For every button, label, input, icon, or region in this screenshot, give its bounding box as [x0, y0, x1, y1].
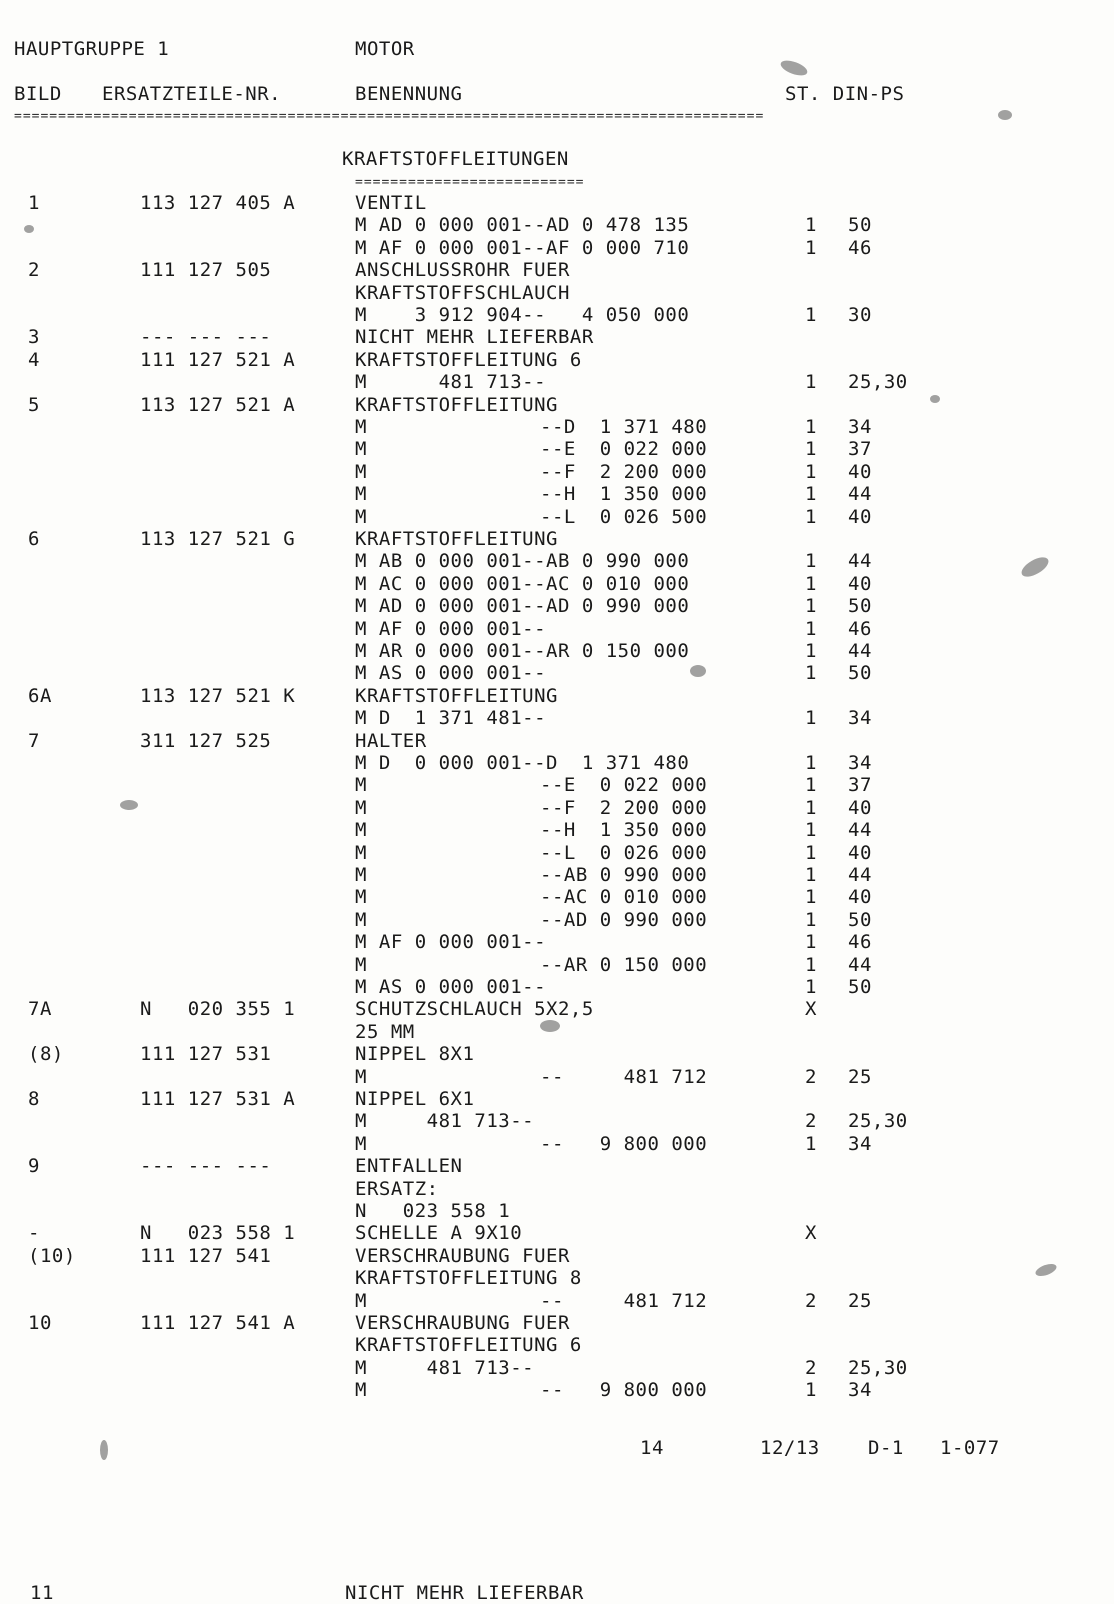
table-row — [0, 1066, 1114, 1088]
table-row — [0, 976, 1114, 998]
quantity-cell: 1 — [805, 819, 817, 842]
name-cell: N 023 558 1 — [355, 1200, 511, 1222]
bild-cell: - — [28, 1222, 40, 1245]
table-row — [0, 1334, 1114, 1356]
din-ps-cell: 40 — [848, 796, 872, 819]
part-number-cell: 113 127 405 A — [140, 192, 296, 214]
table-row — [0, 1245, 1114, 1267]
bild-cell: 4 — [28, 348, 40, 371]
bild-cell: 1 — [28, 192, 40, 214]
din-ps-cell: 46 — [848, 617, 872, 640]
bild-cell: 2 — [28, 259, 40, 282]
bild-cell: 9 — [28, 1155, 40, 1178]
quantity-cell: 2 — [805, 1065, 817, 1088]
din-ps-cell: 25,30 — [848, 371, 908, 394]
name-cell: M — [355, 483, 367, 506]
quantity-cell: 1 — [805, 505, 817, 528]
scan-speck — [998, 110, 1012, 120]
bild-cell: (8) — [28, 1043, 64, 1066]
quantity-cell: 1 — [805, 752, 817, 774]
name-cell: M — [355, 1289, 367, 1312]
table-row — [0, 998, 1114, 1020]
name-cell: VERSCHRAUBUNG FUER — [355, 1244, 570, 1267]
range-cell: --E 0 022 000 — [540, 774, 708, 797]
name-cell: M — [355, 1379, 367, 1402]
quantity-cell: 1 — [805, 841, 817, 864]
part-number-cell: N 023 558 1 — [140, 1222, 296, 1245]
din-ps-cell: 44 — [848, 550, 872, 573]
table-row — [0, 237, 1114, 259]
scan-speck — [120, 800, 138, 810]
name-cell: M — [355, 819, 367, 842]
quantity-cell: 2 — [805, 1289, 817, 1312]
din-ps-cell: 40 — [848, 886, 872, 909]
name-cell: M AS 0 000 001-- — [355, 976, 547, 998]
din-ps-cell: 50 — [848, 595, 872, 618]
part-number-cell: 113 127 521 K — [140, 684, 296, 707]
range-cell: -- 481 712 — [540, 1065, 708, 1088]
table-row — [0, 864, 1114, 886]
table-row — [0, 192, 1114, 214]
quantity-cell: 1 — [805, 617, 817, 640]
name-cell: M AR 0 000 001--AR 0 150 000 — [355, 640, 690, 662]
name-cell: M — [355, 774, 367, 797]
range-cell: --L 0 026 500 — [540, 505, 708, 528]
table-row — [0, 797, 1114, 819]
bild-cell: 6A — [28, 684, 52, 707]
name-cell: ANSCHLUSSROHR FUER — [355, 259, 570, 282]
din-ps-cell: 44 — [848, 483, 872, 506]
part-number-cell: 111 127 541 — [140, 1244, 272, 1267]
next-page-bild: 11 — [30, 1582, 54, 1604]
quantity-cell: 1 — [805, 371, 817, 394]
part-number-cell: --- --- --- — [140, 1155, 272, 1178]
din-ps-cell: 25 — [848, 1065, 872, 1088]
range-cell: --E 0 022 000 — [540, 438, 708, 461]
name-cell: M — [355, 864, 367, 886]
quantity-cell: 1 — [805, 774, 817, 797]
quantity-cell: 1 — [805, 304, 817, 326]
table-row — [0, 1088, 1114, 1110]
table-row — [0, 550, 1114, 572]
din-ps-cell: 25 — [848, 1289, 872, 1312]
scan-speck — [930, 395, 940, 403]
table-row — [0, 349, 1114, 371]
name-cell: NIPPEL 8X1 — [355, 1043, 475, 1066]
scan-speck — [100, 1440, 108, 1460]
part-number-cell: 111 127 521 A — [140, 348, 296, 371]
footer-code-2: 1-077 — [940, 1437, 1000, 1459]
din-ps-cell: 46 — [848, 236, 872, 259]
range-cell: -- 9 800 000 — [540, 1132, 708, 1155]
din-ps-cell: 40 — [848, 841, 872, 864]
quantity-cell: 1 — [805, 572, 817, 595]
name-cell: KRAFTSTOFFLEITUNG — [355, 393, 558, 416]
scan-speck — [690, 665, 706, 677]
quantity-cell: 1 — [805, 976, 817, 998]
name-cell: M AS 0 000 001-- — [355, 662, 547, 685]
table-row — [0, 1290, 1114, 1312]
table-row — [0, 819, 1114, 841]
quantity-cell: 1 — [805, 796, 817, 819]
quantity-cell: 1 — [805, 908, 817, 931]
quantity-cell: 2 — [805, 1110, 817, 1133]
part-number-cell: --- --- --- — [140, 326, 272, 349]
part-number-cell: 111 127 531 A — [140, 1088, 296, 1110]
table-row — [0, 528, 1114, 550]
table-row — [0, 1379, 1114, 1401]
din-ps-cell: 34 — [848, 752, 872, 774]
table-row — [0, 304, 1114, 326]
range-cell: --L 0 026 000 — [540, 841, 708, 864]
table-row — [0, 461, 1114, 483]
column-header-st-din: ST. DIN-PS — [785, 83, 905, 105]
bild-cell: 7A — [28, 998, 52, 1021]
group-name: MOTOR — [355, 38, 415, 60]
table-row — [0, 1043, 1114, 1065]
name-cell: M — [355, 505, 367, 528]
table-row — [0, 886, 1114, 908]
quantity-cell: 1 — [805, 1132, 817, 1155]
name-cell: SCHUTZSCHLAUCH 5X2,5 — [355, 998, 594, 1021]
din-ps-cell: 44 — [848, 640, 872, 662]
quantity-cell: 1 — [805, 640, 817, 662]
table-row — [0, 214, 1114, 236]
quantity-cell: 1 — [805, 864, 817, 886]
table-row — [0, 416, 1114, 438]
din-ps-cell: 50 — [848, 976, 872, 998]
table-row — [0, 1200, 1114, 1222]
name-cell: KRAFTSTOFFLEITUNG — [355, 684, 558, 707]
group-label: HAUPTGRUPPE 1 — [14, 38, 170, 60]
range-cell: --AB 0 990 000 — [540, 864, 708, 886]
table-row — [0, 1312, 1114, 1334]
din-ps-cell: 37 — [848, 774, 872, 797]
column-header-bild: BILD — [14, 83, 62, 105]
bild-cell: (10) — [28, 1244, 76, 1267]
quantity-cell: 1 — [805, 483, 817, 506]
footer-code-1: D-1 — [868, 1437, 904, 1459]
table-row — [0, 595, 1114, 617]
din-ps-cell: 44 — [848, 953, 872, 976]
name-cell: 25 MM — [355, 1020, 415, 1043]
name-cell: M AD 0 000 001--AD 0 990 000 — [355, 595, 690, 618]
name-cell: VERSCHRAUBUNG FUER — [355, 1312, 570, 1334]
part-number-cell: 311 127 525 — [140, 729, 272, 752]
section-title: KRAFTSTOFFLEITUNGEN — [342, 148, 569, 170]
name-cell: M — [355, 953, 367, 976]
range-cell: -- 9 800 000 — [540, 1379, 708, 1402]
din-ps-cell: 40 — [848, 505, 872, 528]
name-cell: KRAFTSTOFFLEITUNG 6 — [355, 1334, 582, 1357]
table-row — [0, 1155, 1114, 1177]
range-cell: -- 481 712 — [540, 1289, 708, 1312]
table-row — [0, 842, 1114, 864]
name-cell: M 481 713-- — [355, 371, 547, 394]
table-row — [0, 394, 1114, 416]
din-ps-cell: 40 — [848, 460, 872, 483]
name-cell: HALTER — [355, 729, 427, 752]
name-cell: ERSATZ: — [355, 1177, 439, 1200]
name-cell: KRAFTSTOFFLEITUNG 8 — [355, 1267, 582, 1290]
table-row — [0, 954, 1114, 976]
footer-page-number: 14 — [640, 1437, 664, 1459]
range-cell: --AR 0 150 000 — [540, 953, 708, 976]
table-row — [0, 1110, 1114, 1132]
part-number-cell: 111 127 505 — [140, 259, 272, 282]
table-row — [0, 752, 1114, 774]
part-number-cell: 113 127 521 A — [140, 393, 296, 416]
scan-speck — [779, 58, 809, 79]
bild-cell: 10 — [28, 1312, 52, 1334]
range-cell: --H 1 350 000 — [540, 483, 708, 506]
table-row — [0, 685, 1114, 707]
table-row — [0, 1133, 1114, 1155]
quantity-cell: 1 — [805, 886, 817, 909]
range-cell: --D 1 371 480 — [540, 416, 708, 438]
din-ps-cell: 46 — [848, 931, 872, 954]
footer-date: 12/13 — [760, 1437, 820, 1459]
name-cell: M 481 713-- — [355, 1356, 535, 1379]
name-cell: KRAFTSTOFFSCHLAUCH — [355, 281, 570, 304]
quantity-cell: X — [805, 1222, 817, 1245]
name-cell: SCHELLE A 9X10 — [355, 1222, 523, 1245]
table-row — [0, 282, 1114, 304]
range-cell: --F 2 200 000 — [540, 796, 708, 819]
table-row — [0, 662, 1114, 684]
name-cell: M AF 0 000 001-- — [355, 617, 547, 640]
quantity-cell: 1 — [805, 214, 817, 237]
column-header-name: BENENNUNG — [355, 83, 463, 105]
table-row — [0, 483, 1114, 505]
din-ps-cell: 50 — [848, 662, 872, 685]
quantity-cell: 1 — [805, 953, 817, 976]
name-cell: M D 1 371 481-- — [355, 707, 547, 730]
section-underline: ========================== — [355, 175, 585, 190]
header-separator: ===================================================================================== — [14, 110, 765, 124]
din-ps-cell: 40 — [848, 572, 872, 595]
name-cell: M 481 713-- — [355, 1110, 535, 1133]
name-cell: M — [355, 796, 367, 819]
din-ps-cell: 50 — [848, 908, 872, 931]
range-cell: --AD 0 990 000 — [540, 908, 708, 931]
name-cell: M D 0 000 001--D 1 371 480 — [355, 752, 690, 774]
table-row — [0, 618, 1114, 640]
quantity-cell: 1 — [805, 550, 817, 573]
din-ps-cell: 30 — [848, 304, 872, 326]
name-cell: M 3 912 904-- 4 050 000 — [355, 304, 690, 326]
part-number-cell: 113 127 521 G — [140, 528, 296, 550]
name-cell: ENTFALLEN — [355, 1155, 463, 1178]
range-cell: --F 2 200 000 — [540, 460, 708, 483]
name-cell: M AF 0 000 001-- — [355, 931, 547, 954]
table-row — [0, 640, 1114, 662]
table-row — [0, 506, 1114, 528]
name-cell: KRAFTSTOFFLEITUNG 6 — [355, 348, 582, 371]
name-cell: M — [355, 460, 367, 483]
scan-speck — [540, 1020, 560, 1032]
quantity-cell: X — [805, 998, 817, 1021]
table-row — [0, 707, 1114, 729]
range-cell: --H 1 350 000 — [540, 819, 708, 842]
quantity-cell: 1 — [805, 595, 817, 618]
din-ps-cell: 34 — [848, 1132, 872, 1155]
table-row — [0, 1222, 1114, 1244]
table-row — [0, 259, 1114, 281]
quantity-cell: 1 — [805, 662, 817, 685]
quantity-cell: 1 — [805, 1379, 817, 1402]
quantity-cell: 1 — [805, 707, 817, 730]
name-cell: M — [355, 908, 367, 931]
table-row — [0, 909, 1114, 931]
part-number-cell: 111 127 541 A — [140, 1312, 296, 1334]
part-number-cell: N 020 355 1 — [140, 998, 296, 1021]
din-ps-cell: 44 — [848, 819, 872, 842]
din-ps-cell: 34 — [848, 416, 872, 438]
table-row — [0, 730, 1114, 752]
table-row — [0, 931, 1114, 953]
bild-cell: 7 — [28, 729, 40, 752]
name-cell: M AB 0 000 001--AB 0 990 000 — [355, 550, 690, 573]
name-cell: M — [355, 1065, 367, 1088]
table-row — [0, 573, 1114, 595]
din-ps-cell: 44 — [848, 864, 872, 886]
name-cell: NIPPEL 6X1 — [355, 1088, 475, 1110]
table-row — [0, 438, 1114, 460]
din-ps-cell: 34 — [848, 707, 872, 730]
name-cell: M — [355, 1132, 367, 1155]
table-row — [0, 371, 1114, 393]
quantity-cell: 1 — [805, 460, 817, 483]
bild-cell: 3 — [28, 326, 40, 349]
next-page-name: NICHT MEHR LIEFERBAR — [345, 1582, 584, 1604]
table-row — [0, 1178, 1114, 1200]
quantity-cell: 1 — [805, 931, 817, 954]
quantity-cell: 1 — [805, 438, 817, 461]
name-cell: VENTIL — [355, 192, 427, 214]
bild-cell: 6 — [28, 528, 40, 550]
scan-speck — [24, 225, 34, 233]
name-cell: M AD 0 000 001--AD 0 478 135 — [355, 214, 690, 237]
name-cell: NICHT MEHR LIEFERBAR — [355, 326, 594, 349]
din-ps-cell: 34 — [848, 1379, 872, 1402]
name-cell: M AC 0 000 001--AC 0 010 000 — [355, 572, 690, 595]
part-number-cell: 111 127 531 — [140, 1043, 272, 1066]
column-header-part-number: ERSATZTEILE-NR. — [102, 83, 282, 105]
name-cell: M — [355, 416, 367, 438]
din-ps-cell: 25,30 — [848, 1110, 908, 1133]
table-row — [0, 1357, 1114, 1379]
quantity-cell: 1 — [805, 236, 817, 259]
table-row — [0, 326, 1114, 348]
name-cell: M — [355, 438, 367, 461]
din-ps-cell: 37 — [848, 438, 872, 461]
name-cell: M AF 0 000 001--AF 0 000 710 — [355, 236, 690, 259]
quantity-cell: 2 — [805, 1356, 817, 1379]
bild-cell: 5 — [28, 393, 40, 416]
din-ps-cell: 50 — [848, 214, 872, 237]
table-row — [0, 1267, 1114, 1289]
bild-cell: 8 — [28, 1088, 40, 1110]
quantity-cell: 1 — [805, 416, 817, 438]
range-cell: --AC 0 010 000 — [540, 886, 708, 909]
name-cell: M — [355, 841, 367, 864]
name-cell: KRAFTSTOFFLEITUNG — [355, 528, 558, 550]
din-ps-cell: 25,30 — [848, 1356, 908, 1379]
name-cell: M — [355, 886, 367, 909]
table-row — [0, 774, 1114, 796]
